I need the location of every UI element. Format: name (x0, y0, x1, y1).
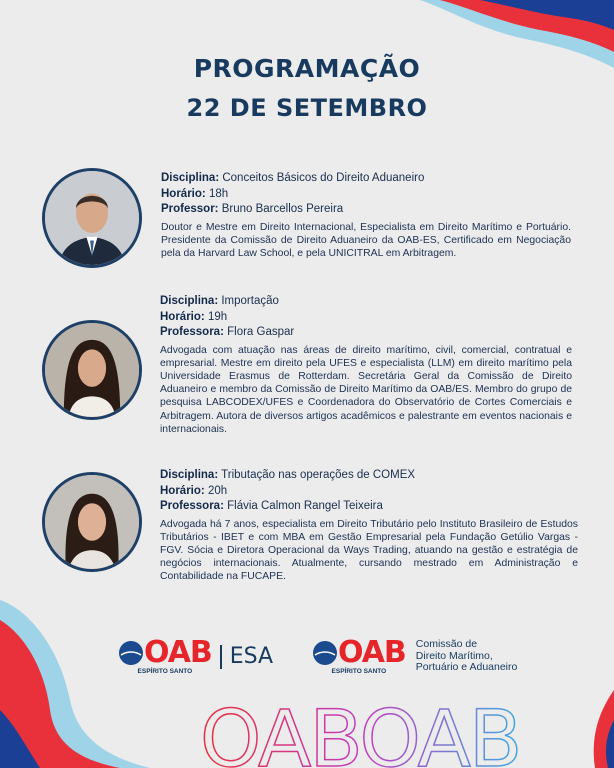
oab-watermark (200, 700, 614, 768)
commission-name (416, 639, 518, 674)
time-value: 20h (207, 484, 228, 497)
oab-mark (312, 635, 406, 675)
commission-line: Comissão de (415, 638, 478, 651)
speaker-bio: Advogada há 7 anos, especialista em Direito Tributário pelo Instituto Brasileiro de Estudos Tributários - IBET e com MBA em Gestão Empresarial pela Fundação Getúlio Vargas - FGV. Sócia e Diretora Operacional da Ways Trading, atuando na gestão e estratégia de negócios internacionais. Atualmente, cursando mestrado em Administração e Contabilidade na FUCAPE. (160, 518, 578, 583)
commission-line: Portuário e Aduaneiro (415, 661, 518, 674)
oab-logo-text: OAB (144, 635, 212, 670)
time-value: 19h (207, 310, 228, 323)
speaker-photo-bruno (42, 168, 142, 268)
speaker-label: Professora: (160, 500, 224, 512)
time-label: Horário: (161, 187, 206, 200)
speaker-bio: Doutor e Mestre em Direito Internacional, Especialista em Direito Marítimo e Portuário. Presidente da Comissão de Direito Aduaneiro da OAB-ES, Certificado em Negociação pela da Harvard Law School, e pela UNICITRAL em Arbitragem. (161, 221, 571, 259)
session-entry (160, 468, 578, 584)
speaker-photo-flavia (42, 472, 142, 572)
commission-line: Direito Marítimo, (415, 649, 493, 662)
discipline-label: Disciplina: (160, 469, 219, 481)
esa-logo-text: ESA (220, 645, 273, 669)
page-subtitle-date: 22 DE SETEMBRO (186, 94, 428, 122)
oab-subtitle: ESPÍRITO SANTO (137, 668, 193, 675)
speaker-name: Bruno Barcellos Pereira (221, 203, 344, 215)
discipline-label: Disciplina: (160, 295, 219, 307)
bottom-left-wave-decoration (0, 590, 150, 768)
page-title: PROGRAMAÇÃO (193, 54, 421, 83)
oab-logo-text: OAB (338, 635, 406, 670)
commission-logo (312, 635, 518, 675)
watermark-text: OABOAB (200, 700, 521, 768)
discipline-value: Importação (221, 295, 279, 307)
globe-icon (312, 640, 338, 666)
discipline-value: Conceitos Básicos do Direito Aduaneiro (222, 172, 425, 184)
speaker-photo-flora (42, 320, 142, 420)
globe-icon (118, 640, 144, 666)
oab-mark (118, 635, 212, 675)
discipline-value: Tributação nas operações de COMEX (221, 469, 416, 481)
time-label: Horário: (160, 484, 205, 497)
oab-esa-logo (118, 635, 274, 675)
speaker-name: Flávia Calmon Rangel Teixeira (227, 500, 383, 512)
oab-subtitle: ESPÍRITO SANTO (331, 668, 387, 675)
speaker-name: Flora Gaspar (227, 326, 295, 338)
time-label: Horário: (160, 310, 205, 323)
session-entry (160, 294, 572, 436)
speaker-label: Professora: (160, 326, 224, 338)
speaker-bio: Advogada com atuação nas áreas de direito marítimo, civil, comercial, contratual e empresarial. Mestre em direito pela UFES e especialista (LLM) em direito marítimo pela Universidade Erasmus de Rotterdam. Secretária Geral da Comissão de Direito Aduaneiro e membro da Comissão de Direito Marítimo da OAB/ES. Membro do grupo de pesquisa LABCODEX/UFES e Coordenadora do Observatório de Cortes Comerciais e Arbitragem. Autora de diversos artigos acadêmicos e palestrante em eventos nacionais e internacionais. (160, 344, 572, 435)
time-value: 18h (208, 187, 229, 200)
discipline-label: Disciplina: (161, 172, 220, 184)
speaker-label: Professor: (161, 203, 219, 215)
session-entry (161, 171, 571, 260)
